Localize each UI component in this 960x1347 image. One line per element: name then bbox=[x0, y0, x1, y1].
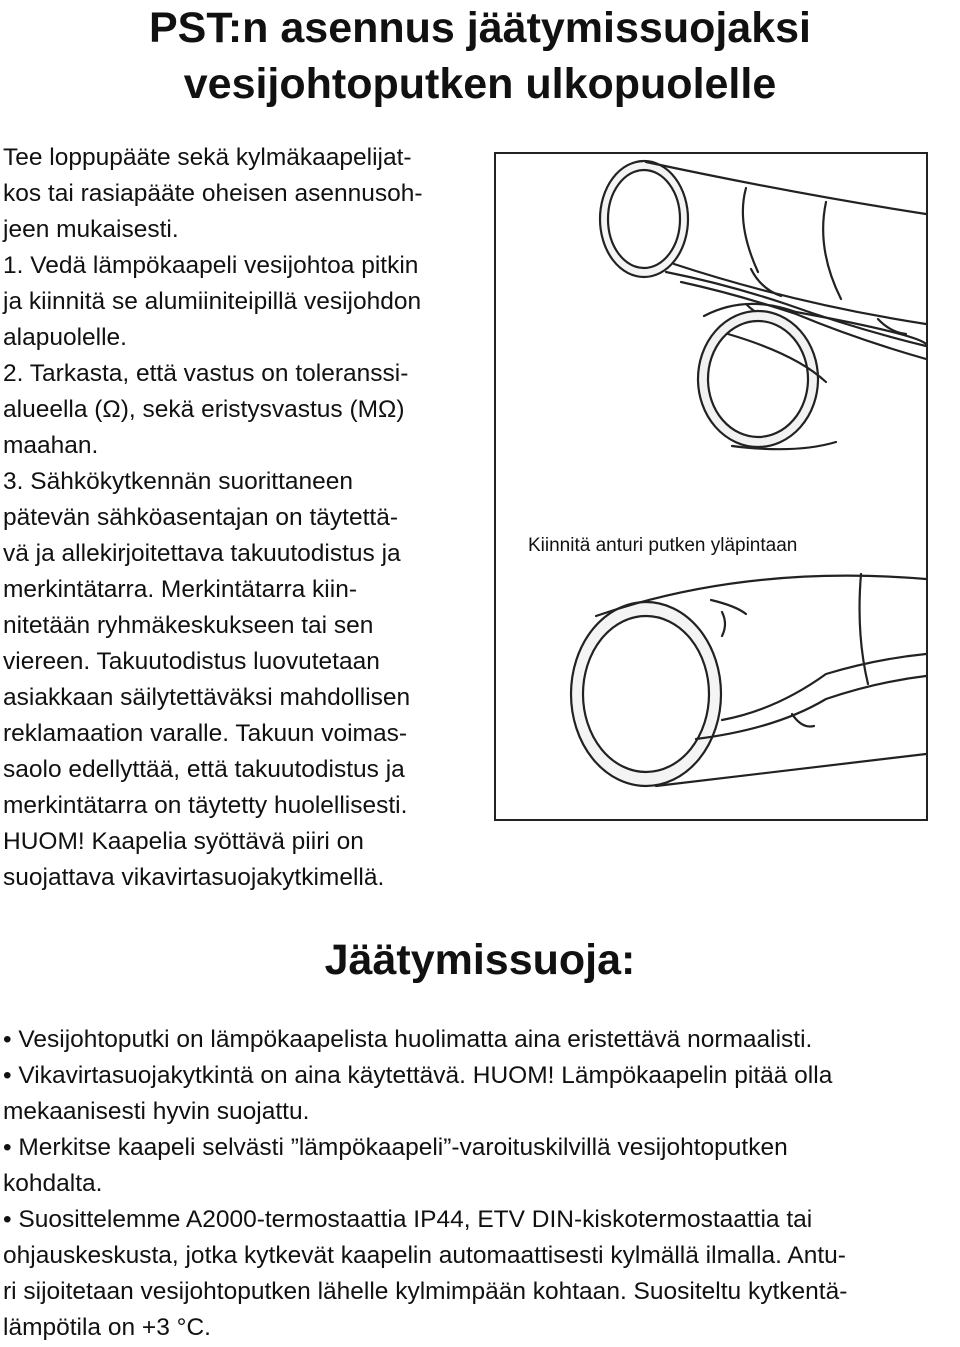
intro-line: alapuolelle. bbox=[3, 324, 127, 351]
frost-protection-notes bbox=[3, 1022, 953, 1346]
intro-line: maahan. bbox=[3, 432, 99, 459]
intro-line: pätevän sähköasentajan on täytettä- bbox=[3, 504, 399, 531]
figure-caption: Kiinnitä anturi putken yläpintaan bbox=[528, 535, 798, 556]
lower-pipe-drawing bbox=[571, 574, 926, 786]
bullet-line: ri sijoitetaan vesijohtoputken lähelle kylmimpään kohtaan. Suositeltu kytkentä- bbox=[3, 1278, 848, 1305]
bullet-line: kohdalta. bbox=[3, 1170, 103, 1197]
intro-line: asiakkaan säilytettäväksi mahdollisen bbox=[3, 684, 411, 711]
intro-line: suojattava vikavirtasuojakytkimellä. bbox=[3, 864, 385, 891]
intro-line: 1. Vedä lämpökaapeli vesijohtoa pitkin bbox=[3, 252, 419, 279]
intro-line: 2. Tarkasta, että vastus on toleranssi- bbox=[3, 360, 409, 387]
title-line-1: PST:n asennus jäätymissuojaksi bbox=[149, 4, 811, 52]
intro-line: nitetään ryhmäkeskukseen tai sen bbox=[3, 612, 374, 639]
intro-line: ja kiinnitä se alumiiniteipillä vesijohdon bbox=[3, 288, 422, 315]
bullet-line: • Merkitse kaapeli selvästi ”lämpökaapeli”-varoituskilvillä vesijohtoputken bbox=[3, 1134, 788, 1161]
page-title bbox=[0, 0, 960, 112]
intro-line: saolo edellyttää, että takuutodistus ja bbox=[3, 756, 405, 783]
bullet-line: lämpötila on +3 °C. bbox=[3, 1314, 211, 1341]
intro-line: kos tai rasiapääte oheisen asennusoh- bbox=[3, 180, 423, 207]
intro-line: 3. Sähkökytkennän suorittaneen bbox=[3, 468, 354, 495]
intro-line: Tee loppupääte sekä kylmäkaapelijat- bbox=[3, 144, 412, 171]
intro-line: merkintätarra on täytetty huolellisesti. bbox=[3, 792, 408, 819]
bullet-line: • Suosittelemme A2000-termostaattia IP44, ETV DIN-kiskotermostaattia tai bbox=[3, 1206, 813, 1233]
intro-line: reklamaation varalle. Takuun voimas- bbox=[3, 720, 407, 747]
intro-line: merkintätarra. Merkintätarra kiin- bbox=[3, 576, 357, 603]
section-heading: Jäätymissuoja: bbox=[324, 936, 636, 984]
intro-line: alueella (Ω), sekä eristysvastus (MΩ) bbox=[3, 396, 405, 423]
insulation-drawing bbox=[698, 304, 926, 449]
intro-line: viereen. Takuutodistus luovutetaan bbox=[3, 648, 380, 675]
intro-line: vä ja allekirjoitettava takuutodistus ja bbox=[3, 540, 401, 567]
bullet-line: • Vikavirtasuojakytkintä on aina käytettävä. HUOM! Lämpökaapelin pitää olla bbox=[3, 1062, 833, 1089]
pipe-illustration bbox=[496, 154, 926, 819]
bullet-line: mekaanisesti hyvin suojattu. bbox=[3, 1098, 310, 1125]
bullet-line: • Vesijohtoputki on lämpökaapelista huolimatta aina eristettävä normaalisti. bbox=[3, 1026, 813, 1053]
installation-instructions bbox=[3, 140, 483, 896]
title-line-2: vesijohtoputken ulkopuolelle bbox=[183, 60, 777, 108]
installation-figure bbox=[494, 152, 928, 821]
bullet-line: ohjauskeskusta, jotka kytkevät kaapelin automaattisesti kylmällä ilmalla. Antu- bbox=[3, 1242, 846, 1269]
intro-line: jeen mukaisesti. bbox=[3, 216, 179, 243]
intro-line: HUOM! Kaapelia syöttävä piiri on bbox=[3, 828, 364, 855]
